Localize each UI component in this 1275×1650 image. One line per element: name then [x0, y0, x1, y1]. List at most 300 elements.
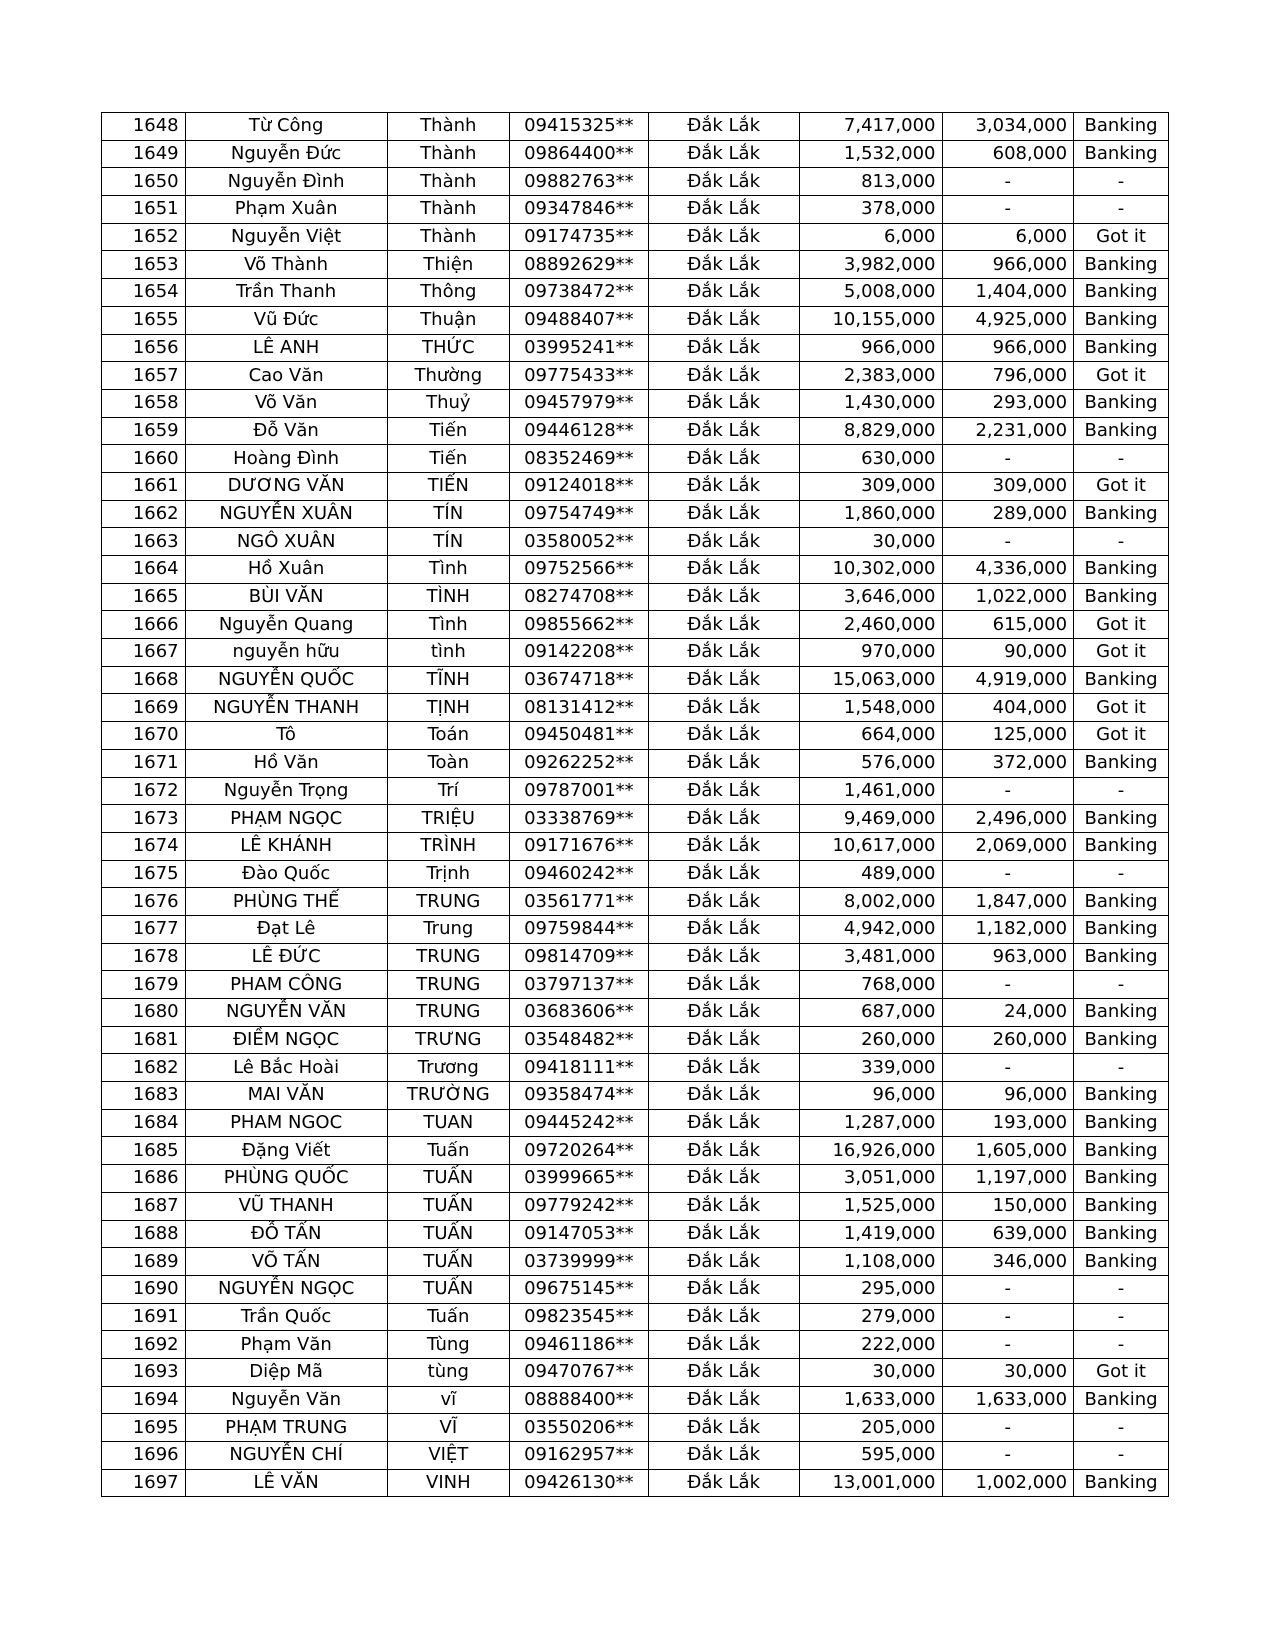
cell-name: TUAN: [387, 1109, 509, 1137]
cell-surname: Nguyễn Đức: [185, 140, 387, 168]
cell-province: Đắk Lắk: [648, 1442, 799, 1470]
cell-paid: 1,022,000: [942, 583, 1074, 611]
table-row: [102, 1442, 1169, 1470]
cell-province: Đắk Lắk: [648, 860, 799, 888]
cell-total: 1,860,000: [799, 500, 942, 528]
cell-province: Đắk Lắk: [648, 389, 799, 417]
cell-method: Banking: [1074, 666, 1169, 694]
cell-phone: 09864400**: [510, 140, 649, 168]
cell-surname: PHAM CÔNG: [185, 971, 387, 999]
cell-paid: 2,496,000: [942, 805, 1074, 833]
cell-paid: 193,000: [942, 1109, 1074, 1137]
cell-phone: 09426130**: [510, 1469, 649, 1497]
cell-name: Toàn: [387, 749, 509, 777]
cell-method: Banking: [1074, 389, 1169, 417]
cell-phone: 09147053**: [510, 1220, 649, 1248]
cell-name: Thiện: [387, 251, 509, 279]
cell-name: vĩ: [387, 1386, 509, 1414]
table-row: [102, 888, 1169, 916]
cell-name: VIỆT: [387, 1442, 509, 1470]
cell-name: Thành: [387, 140, 509, 168]
cell-surname: NGUYỄN CHÍ: [185, 1442, 387, 1470]
table-row: [102, 860, 1169, 888]
cell-surname: PHAM NGOC: [185, 1109, 387, 1137]
cell-name: TRUNG: [387, 971, 509, 999]
cell-total: 1,548,000: [799, 694, 942, 722]
cell-paid: 90,000: [942, 639, 1074, 667]
cell-province: Đắk Lắk: [648, 639, 799, 667]
table-row: [102, 1026, 1169, 1054]
cell-paid: 615,000: [942, 611, 1074, 639]
cell-method: Got it: [1074, 639, 1169, 667]
cell-name: Thường: [387, 362, 509, 390]
cell-id: 1688: [102, 1220, 186, 1248]
table-row: [102, 445, 1169, 473]
cell-surname: Võ Thành: [185, 251, 387, 279]
cell-province: Đắk Lắk: [648, 306, 799, 334]
cell-name: Tuấn: [387, 1303, 509, 1331]
cell-id: 1655: [102, 306, 186, 334]
cell-id: 1658: [102, 389, 186, 417]
cell-province: Đắk Lắk: [648, 666, 799, 694]
cell-id: 1675: [102, 860, 186, 888]
cell-paid: 289,000: [942, 500, 1074, 528]
cell-province: Đắk Lắk: [648, 140, 799, 168]
cell-name: TRUNG: [387, 888, 509, 916]
cell-province: Đắk Lắk: [648, 1220, 799, 1248]
cell-surname: PHẠM NGỌC: [185, 805, 387, 833]
table-row: [102, 306, 1169, 334]
table-row: [102, 971, 1169, 999]
cell-name: Thành: [387, 196, 509, 224]
cell-total: 3,982,000: [799, 251, 942, 279]
cell-paid: -: [942, 971, 1074, 999]
cell-phone: 09675145**: [510, 1275, 649, 1303]
cell-method: Got it: [1074, 611, 1169, 639]
cell-total: 3,481,000: [799, 943, 942, 971]
cell-name: Thuỷ: [387, 389, 509, 417]
cell-id: 1663: [102, 528, 186, 556]
table-row: [102, 694, 1169, 722]
cell-phone: 09124018**: [510, 472, 649, 500]
cell-phone: 09460242**: [510, 860, 649, 888]
cell-paid: 4,919,000: [942, 666, 1074, 694]
cell-surname: LÊ ĐỨC: [185, 943, 387, 971]
cell-paid: 1,182,000: [942, 915, 1074, 943]
cell-total: 1,525,000: [799, 1192, 942, 1220]
cell-total: 205,000: [799, 1414, 942, 1442]
cell-total: 378,000: [799, 196, 942, 224]
cell-method: Banking: [1074, 1192, 1169, 1220]
cell-id: 1652: [102, 223, 186, 251]
cell-method: Banking: [1074, 1082, 1169, 1110]
table-row: [102, 1386, 1169, 1414]
cell-id: 1678: [102, 943, 186, 971]
cell-name: Tình: [387, 556, 509, 584]
cell-province: Đắk Lắk: [648, 1248, 799, 1276]
cell-province: Đắk Lắk: [648, 999, 799, 1027]
table-row: [102, 500, 1169, 528]
cell-method: -: [1074, 971, 1169, 999]
table-row: [102, 1137, 1169, 1165]
cell-phone: 09738472**: [510, 279, 649, 307]
cell-method: Banking: [1074, 1469, 1169, 1497]
cell-province: Đắk Lắk: [648, 1165, 799, 1193]
cell-name: TĨNH: [387, 666, 509, 694]
cell-id: 1689: [102, 1248, 186, 1276]
table-row: [102, 196, 1169, 224]
cell-name: Trí: [387, 777, 509, 805]
cell-phone: 08892629**: [510, 251, 649, 279]
cell-surname: VŨ THANH: [185, 1192, 387, 1220]
cell-paid: 6,000: [942, 223, 1074, 251]
cell-province: Đắk Lắk: [648, 1192, 799, 1220]
cell-phone: 09787001**: [510, 777, 649, 805]
cell-province: Đắk Lắk: [648, 556, 799, 584]
table-row: [102, 556, 1169, 584]
cell-province: Đắk Lắk: [648, 1331, 799, 1359]
cell-paid: -: [942, 1054, 1074, 1082]
cell-method: Banking: [1074, 832, 1169, 860]
cell-method: Got it: [1074, 722, 1169, 750]
cell-phone: 09779242**: [510, 1192, 649, 1220]
cell-surname: NGUYỄN THANH: [185, 694, 387, 722]
cell-total: 1,633,000: [799, 1386, 942, 1414]
cell-paid: -: [942, 1331, 1074, 1359]
cell-method: Banking: [1074, 915, 1169, 943]
cell-paid: 125,000: [942, 722, 1074, 750]
cell-id: 1661: [102, 472, 186, 500]
cell-surname: LÊ VĂN: [185, 1469, 387, 1497]
cell-id: 1654: [102, 279, 186, 307]
cell-paid: 293,000: [942, 389, 1074, 417]
cell-phone: 09882763**: [510, 168, 649, 196]
table-row: [102, 1082, 1169, 1110]
cell-paid: 639,000: [942, 1220, 1074, 1248]
cell-province: Đắk Lắk: [648, 251, 799, 279]
table-row: [102, 1248, 1169, 1276]
cell-province: Đắk Lắk: [648, 528, 799, 556]
cell-id: 1683: [102, 1082, 186, 1110]
cell-name: TRÌNH: [387, 832, 509, 860]
cell-id: 1691: [102, 1303, 186, 1331]
cell-paid: 1,404,000: [942, 279, 1074, 307]
cell-id: 1677: [102, 915, 186, 943]
cell-total: 279,000: [799, 1303, 942, 1331]
cell-total: 30,000: [799, 1358, 942, 1386]
cell-phone: 09775433**: [510, 362, 649, 390]
cell-province: Đắk Lắk: [648, 722, 799, 750]
table-row: [102, 1469, 1169, 1497]
cell-surname: DƯƠNG VĂN: [185, 472, 387, 500]
cell-surname: Nguyễn Trọng: [185, 777, 387, 805]
cell-name: Tình: [387, 611, 509, 639]
table-row: [102, 223, 1169, 251]
cell-phone: 09347846**: [510, 196, 649, 224]
cell-name: TIẾN: [387, 472, 509, 500]
cell-paid: 24,000: [942, 999, 1074, 1027]
cell-province: Đắk Lắk: [648, 805, 799, 833]
cell-province: Đắk Lắk: [648, 943, 799, 971]
cell-id: 1681: [102, 1026, 186, 1054]
cell-method: Banking: [1074, 1109, 1169, 1137]
cell-name: Toán: [387, 722, 509, 750]
cell-surname: PHẠM TRUNG: [185, 1414, 387, 1442]
cell-total: 1,287,000: [799, 1109, 942, 1137]
cell-name: TUẤN: [387, 1220, 509, 1248]
cell-total: 4,942,000: [799, 915, 942, 943]
cell-province: Đắk Lắk: [648, 1358, 799, 1386]
cell-id: 1653: [102, 251, 186, 279]
cell-id: 1662: [102, 500, 186, 528]
cell-phone: 09415325**: [510, 113, 649, 141]
cell-province: Đắk Lắk: [648, 971, 799, 999]
cell-phone: 09457979**: [510, 389, 649, 417]
table-row: [102, 639, 1169, 667]
cell-province: Đắk Lắk: [648, 1469, 799, 1497]
cell-surname: Lê Bắc Hoài: [185, 1054, 387, 1082]
table-row: [102, 251, 1169, 279]
cell-phone: 09720264**: [510, 1137, 649, 1165]
cell-total: 222,000: [799, 1331, 942, 1359]
cell-name: THỨC: [387, 334, 509, 362]
cell-total: 7,417,000: [799, 113, 942, 141]
cell-paid: 30,000: [942, 1358, 1074, 1386]
cell-phone: 09171676**: [510, 832, 649, 860]
cell-total: 1,461,000: [799, 777, 942, 805]
cell-total: 1,419,000: [799, 1220, 942, 1248]
cell-name: TUẤN: [387, 1275, 509, 1303]
cell-province: Đắk Lắk: [648, 113, 799, 141]
cell-method: Got it: [1074, 362, 1169, 390]
cell-surname: NGUYỄN QUỐC: [185, 666, 387, 694]
cell-id: 1690: [102, 1275, 186, 1303]
cell-total: 1,532,000: [799, 140, 942, 168]
cell-phone: 09162957**: [510, 1442, 649, 1470]
cell-paid: 1,002,000: [942, 1469, 1074, 1497]
cell-phone: 09418111**: [510, 1054, 649, 1082]
table-row: [102, 1303, 1169, 1331]
cell-surname: Hoàng Đình: [185, 445, 387, 473]
cell-paid: 963,000: [942, 943, 1074, 971]
cell-phone: 09470767**: [510, 1358, 649, 1386]
cell-phone: 09174735**: [510, 223, 649, 251]
cell-name: Tùng: [387, 1331, 509, 1359]
cell-total: 260,000: [799, 1026, 942, 1054]
cell-total: 6,000: [799, 223, 942, 251]
cell-paid: 372,000: [942, 749, 1074, 777]
cell-id: 1669: [102, 694, 186, 722]
cell-id: 1670: [102, 722, 186, 750]
cell-total: 8,002,000: [799, 888, 942, 916]
cell-id: 1656: [102, 334, 186, 362]
cell-method: Banking: [1074, 999, 1169, 1027]
table-row: [102, 722, 1169, 750]
table-row: [102, 1414, 1169, 1442]
cell-province: Đắk Lắk: [648, 777, 799, 805]
cell-paid: -: [942, 860, 1074, 888]
cell-province: Đắk Lắk: [648, 749, 799, 777]
cell-paid: 4,925,000: [942, 306, 1074, 334]
cell-total: 576,000: [799, 749, 942, 777]
cell-name: TÌNH: [387, 583, 509, 611]
cell-province: Đắk Lắk: [648, 915, 799, 943]
cell-id: 1671: [102, 749, 186, 777]
cell-surname: Diệp Mã: [185, 1358, 387, 1386]
cell-total: 15,063,000: [799, 666, 942, 694]
cell-id: 1667: [102, 639, 186, 667]
cell-method: Banking: [1074, 500, 1169, 528]
cell-name: Trịnh: [387, 860, 509, 888]
cell-total: 309,000: [799, 472, 942, 500]
cell-province: Đắk Lắk: [648, 611, 799, 639]
cell-phone: 09446128**: [510, 417, 649, 445]
cell-paid: 4,336,000: [942, 556, 1074, 584]
cell-method: -: [1074, 1331, 1169, 1359]
cell-paid: 608,000: [942, 140, 1074, 168]
cell-method: -: [1074, 777, 1169, 805]
table-row: [102, 777, 1169, 805]
cell-method: Banking: [1074, 306, 1169, 334]
cell-name: Thành: [387, 113, 509, 141]
cell-method: Banking: [1074, 334, 1169, 362]
cell-surname: Vũ Đức: [185, 306, 387, 334]
cell-method: Got it: [1074, 1358, 1169, 1386]
cell-name: TRUNG: [387, 999, 509, 1027]
cell-id: 1668: [102, 666, 186, 694]
cell-surname: Võ Văn: [185, 389, 387, 417]
cell-province: Đắk Lắk: [648, 1082, 799, 1110]
cell-method: Banking: [1074, 583, 1169, 611]
cell-name: Tiến: [387, 417, 509, 445]
cell-province: Đắk Lắk: [648, 1414, 799, 1442]
cell-surname: LÊ ANH: [185, 334, 387, 362]
cell-id: 1684: [102, 1109, 186, 1137]
cell-name: TUẤN: [387, 1165, 509, 1193]
cell-paid: 2,231,000: [942, 417, 1074, 445]
cell-phone: 03674718**: [510, 666, 649, 694]
table-row: [102, 1054, 1169, 1082]
cell-name: Thông: [387, 279, 509, 307]
cell-paid: 260,000: [942, 1026, 1074, 1054]
cell-method: Got it: [1074, 472, 1169, 500]
cell-paid: -: [942, 1303, 1074, 1331]
cell-total: 339,000: [799, 1054, 942, 1082]
table-row: [102, 1109, 1169, 1137]
cell-phone: 03683606**: [510, 999, 649, 1027]
cell-phone: 03797137**: [510, 971, 649, 999]
cell-paid: -: [942, 1442, 1074, 1470]
cell-method: Banking: [1074, 556, 1169, 584]
cell-phone: 09488407**: [510, 306, 649, 334]
cell-paid: -: [942, 777, 1074, 805]
cell-surname: MAI VĂN: [185, 1082, 387, 1110]
cell-province: Đắk Lắk: [648, 583, 799, 611]
cell-surname: Nguyễn Việt: [185, 223, 387, 251]
cell-id: 1696: [102, 1442, 186, 1470]
cell-method: Banking: [1074, 417, 1169, 445]
cell-paid: 796,000: [942, 362, 1074, 390]
cell-paid: 1,605,000: [942, 1137, 1074, 1165]
cell-method: -: [1074, 445, 1169, 473]
cell-total: 1,430,000: [799, 389, 942, 417]
cell-surname: Phạm Văn: [185, 1331, 387, 1359]
cell-province: Đắk Lắk: [648, 445, 799, 473]
cell-phone: 03995241**: [510, 334, 649, 362]
cell-id: 1649: [102, 140, 186, 168]
cell-province: Đắk Lắk: [648, 1026, 799, 1054]
cell-surname: PHÙNG QUỐC: [185, 1165, 387, 1193]
cell-total: 5,008,000: [799, 279, 942, 307]
cell-phone: 03561771**: [510, 888, 649, 916]
table-row: [102, 583, 1169, 611]
cell-total: 970,000: [799, 639, 942, 667]
cell-surname: BÙI VĂN: [185, 583, 387, 611]
cell-surname: NGÔ XUÂN: [185, 528, 387, 556]
cell-phone: 08131412**: [510, 694, 649, 722]
cell-paid: 1,633,000: [942, 1386, 1074, 1414]
cell-method: Banking: [1074, 1026, 1169, 1054]
cell-method: -: [1074, 528, 1169, 556]
cell-method: Banking: [1074, 888, 1169, 916]
cell-surname: Nguyễn Quang: [185, 611, 387, 639]
cell-total: 966,000: [799, 334, 942, 362]
cell-total: 630,000: [799, 445, 942, 473]
cell-paid: 346,000: [942, 1248, 1074, 1276]
cell-id: 1666: [102, 611, 186, 639]
cell-method: -: [1074, 1303, 1169, 1331]
cell-total: 768,000: [799, 971, 942, 999]
table-row: [102, 1220, 1169, 1248]
cell-province: Đắk Lắk: [648, 832, 799, 860]
cell-id: 1648: [102, 113, 186, 141]
cell-method: Banking: [1074, 1220, 1169, 1248]
cell-paid: 96,000: [942, 1082, 1074, 1110]
table-row: [102, 999, 1169, 1027]
cell-paid: 309,000: [942, 472, 1074, 500]
cell-id: 1686: [102, 1165, 186, 1193]
data-table: [101, 112, 1169, 1497]
cell-name: Trung: [387, 915, 509, 943]
table-row: [102, 1275, 1169, 1303]
cell-method: Banking: [1074, 1165, 1169, 1193]
cell-name: tình: [387, 639, 509, 667]
table-row: [102, 1358, 1169, 1386]
cell-method: Banking: [1074, 140, 1169, 168]
cell-paid: -: [942, 1275, 1074, 1303]
cell-method: -: [1074, 860, 1169, 888]
cell-method: Got it: [1074, 223, 1169, 251]
cell-method: Banking: [1074, 251, 1169, 279]
table-row: [102, 472, 1169, 500]
cell-paid: 404,000: [942, 694, 1074, 722]
cell-phone: 08274708**: [510, 583, 649, 611]
table-row: [102, 666, 1169, 694]
cell-id: 1674: [102, 832, 186, 860]
cell-province: Đắk Lắk: [648, 1275, 799, 1303]
cell-id: 1680: [102, 999, 186, 1027]
table-row: [102, 611, 1169, 639]
cell-id: 1695: [102, 1414, 186, 1442]
cell-method: Banking: [1074, 1386, 1169, 1414]
cell-province: Đắk Lắk: [648, 472, 799, 500]
cell-province: Đắk Lắk: [648, 1054, 799, 1082]
table-row: [102, 1331, 1169, 1359]
cell-name: TUẤN: [387, 1248, 509, 1276]
cell-phone: 09823545**: [510, 1303, 649, 1331]
cell-method: Banking: [1074, 279, 1169, 307]
table-row: [102, 749, 1169, 777]
